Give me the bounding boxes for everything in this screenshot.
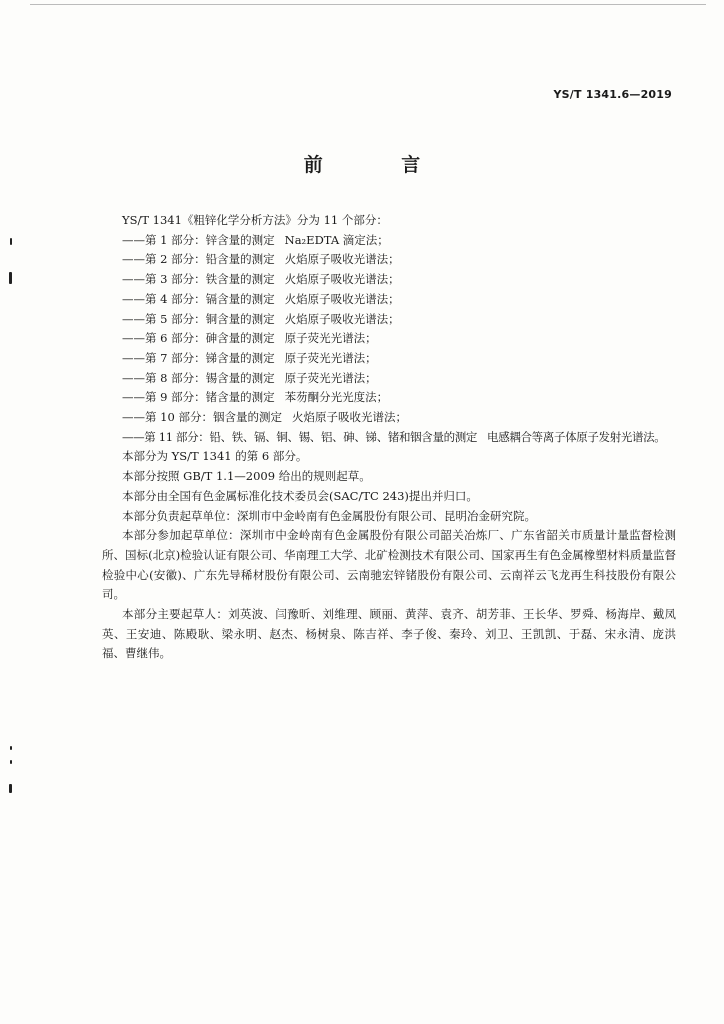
scan-speck [9, 272, 12, 284]
document-body [102, 211, 676, 664]
part-item: ——第 8 部分：锡含量的测定 原子荧光光谱法； [122, 370, 377, 385]
scan-speck [9, 784, 12, 793]
statement-lead-drafters: 本部分负责起草单位：深圳市中金岭南有色金属股份有限公司、昆明冶金研究院。 [122, 508, 536, 523]
part-item: ——第 4 部分：镉含量的测定 火焰原子吸收光谱法； [122, 291, 400, 306]
statement-proposer: 本部分由全国有色金属标准化技术委员会(SAC/TC 243)提出并归口。 [122, 488, 478, 503]
scan-speck [10, 238, 12, 245]
part-item: ——第 6 部分：砷含量的测定 原子荧光光谱法； [122, 331, 377, 346]
part-item: ——第 1 部分：锌含量的测定 Na₂EDTA 滴定法； [122, 232, 389, 247]
part-item: ——第 9 部分：锗含量的测定 苯芴酮分光光度法； [122, 390, 389, 405]
document-code: YS/T 1341.6—2019 [553, 88, 672, 101]
statement-part-number: 本部分为 YS/T 1341 的第 6 部分。 [122, 449, 308, 464]
scan-top-edge [30, 4, 706, 5]
statement-main-drafters: 本部分主要起草人：刘英波、闫豫昕、刘维理、顾丽、黄萍、袁齐、胡芳菲、王长华、罗舜、杨海岸、戴凤英、王安迪、陈殿耿、梁永明、赵杰、杨树泉、陈吉祥、李子俊、秦玲、刘卫、王凯凯、于磊、宋永清、庞洪福、曹继伟。 [102, 607, 676, 661]
statement-drafting-rules: 本部分按照 GB/T 1.1—2009 给出的规则起草。 [122, 469, 371, 484]
part-item: ——第 5 部分：铜含量的测定 火焰原子吸收光谱法； [122, 311, 400, 326]
intro-line: YS/T 1341《粗锌化学分析方法》分为 11 个部分： [122, 213, 388, 227]
part-item: ——第 10 部分：铟含量的测定 火焰原子吸收光谱法； [122, 410, 407, 425]
scan-speck [10, 746, 12, 750]
part-item: ——第 11 部分：铅、铁、镉、铜、锡、铝、砷、锑、锗和铟含量的测定 电感耦合等离子体原子发射光谱法。 [122, 429, 666, 444]
page-title: 前 言 [303, 154, 457, 176]
part-item: ——第 2 部分：铅含量的测定 火焰原子吸收光谱法； [122, 252, 400, 267]
part-item: ——第 3 部分：铁含量的测定 火焰原子吸收光谱法； [122, 272, 400, 287]
statement-participating-units: 本部分参加起草单位：深圳市中金岭南有色金属股份有限公司韶关冶炼厂、广东省韶关市质量计量监督检测所、国标(北京)检验认证有限公司、华南理工大学、北矿检测技术有限公司、国家再生有色金属橡塑材料质量监督检验中心(安徽)、广东先导稀材股份有限公司、云南驰宏锌锗股份有限公司、云南祥云飞龙再生科技股份有限公司。 [102, 528, 676, 602]
scan-speck [10, 760, 12, 764]
part-item: ——第 7 部分：锑含量的测定 原子荧光光谱法； [122, 350, 377, 365]
